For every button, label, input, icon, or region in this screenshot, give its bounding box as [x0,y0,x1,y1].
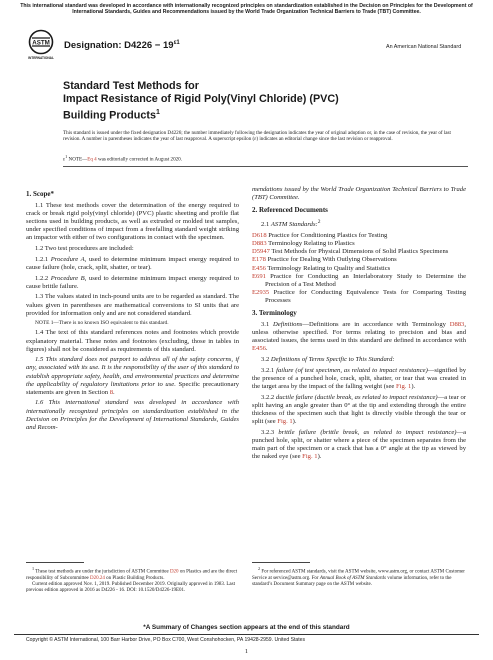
title-line: Impact Resistance of Rigid Poly(Vinyl Chloride) (PVC) [63,93,339,106]
reference-item: D5947 Test Methods for Physical Dimensions of Solid Plastics Specimens [252,248,449,256]
reference-link[interactable]: D883 [252,240,267,248]
document-title [63,80,423,123]
reference-link[interactable]: D618 [252,232,267,240]
section-terminology-header: 3. Terminology [252,309,297,317]
reference-link[interactable]: E691 [252,272,266,280]
para-1-2-2: 1.2.2 Procedure B, used to determine minimum impact energy required to cause brittle failure. [26,274,239,290]
reference-item: E456 Terminology Relating to Quality and Statistics [252,264,391,272]
footer-divider [14,634,479,635]
para-3-1: 3.1 Definitions—Definitions are in accordance with Terminology D883, unless otherwise specified. For terms relating to precision and bias and associated issues, the terms used in this standard are defined in accordance with E456. [252,321,467,353]
para-1-2: 1.2 Two test procedures are included: [35,245,134,253]
reference-item: E2935 Practice for Conducting Equivalence Tests for Comparing Testing Processes [252,288,466,304]
e456-link[interactable]: E456 [252,345,266,353]
para-1-3: 1.3 The values stated in inch-pound units are to be regarded as standard. The values given in parentheses are mathematical conversions to SI units that are provided for information only and are not considered standard. [26,293,239,317]
para-1-5: 1.5 This standard does not purport to address all of the safety concerns, if any, associated with its use. It is the responsibility of the user of this standard to establish appropriate safety, health, and environmental practices and determine the applicability of regulatory limitations prior to use. Specific precautionary statements are given in Section 8. [26,356,239,396]
summary-of-changes-notice: *A Summary of Changes section appears at the end of this standard [143,624,350,631]
d20-link[interactable]: D20 [169,569,179,575]
section-scope-header: 1. Scope* [26,190,54,198]
title-line: Standard Test Methods for [63,80,199,92]
reference-item: E178 Practice for Dealing With Outlying Observations [252,256,397,264]
reference-item: D883 Terminology Relating to Plastics [252,240,355,248]
left-column [26,186,239,434]
reference-link[interactable]: E178 [252,256,266,264]
para-3-2-2: 3.2.2 ductile failure (ductile break, as related to impact resistance)—a tear or split having an angle greater than 0° at the tip and extending through the entire thickness of the specimen such that light is directly visible through the tear or split (see Fig. 1). [252,393,466,425]
title-line: Building Products$^1$ [63,109,160,122]
para-1-2-1: 1.2.1 Procedure A, used to determine minimum impact energy required to cause failure (hole, crack, split, shatter, or tear). [26,255,239,271]
note-1: NOTE 1—There is no known ISO equivalent to this standard. [35,320,169,327]
svg-text:INTERNATIONAL: INTERNATIONAL [28,56,54,60]
publisher-label: An American National Standard [386,44,462,50]
section-8-link[interactable]: 8 [109,388,113,396]
eq4-link[interactable]: Eq 4 [87,156,97,163]
footnote-1-history: Current edition approved Nov. 1, 2019. Published December 2019. Originally approved in 1983. Last previous edition approved in 2016 as D4226 - 16. DOI: 10.1520/D4226-19E01. [26,581,235,593]
section-referenced-documents-header: 2. Referenced Documents [252,206,328,215]
copyright-line: Copyright © ASTM International, 100 Barr Harbor Drive, PO Box C700, West Conshohocken, PA 19428-2959. United States [26,637,306,643]
para-3-2-1: 3.2.1 failure (of test specimen, as related to impact resistance)—signified by the presence of a punched hole, crack, split, shatter, or tear that was created in the target area by the impact of the falling weight (see Fig. 1). [252,366,466,390]
fig-1-link[interactable]: Fig. 1 [277,417,293,425]
page-number: 1 [244,648,249,655]
para-3-2: 3.2 Definitions of Terms Specific to This Standard: [261,356,395,364]
right-column [252,186,466,464]
fig-1-link[interactable]: Fig. 1 [395,382,412,390]
para-1-1: 1.1 These test methods cover the determination of the energy required to crack or break rigid poly(vinyl chloride) (PVC) plastic sheeting and profile flat sections used in building products, as well as extruded or molded test samples, under specified conditions of impact from a freefalling standard weight striking an impactor with either of two configurations in contact with the specimen. [26,202,239,242]
footnote-2 [252,562,466,588]
para-1-6-continued: mendations issued by the World Trade Organization Technical Barriers to Trade (TBT) Committee. [252,186,466,202]
para-1-4: 1.4 The text of this standard references notes and footnotes which provide explanatory material. These notes and footnotes (excluding, those in tables in figures) shall not be considered as requirements of this standard. [26,329,239,353]
footnote-rule [252,562,310,563]
divider [63,166,468,167]
reference-link[interactable]: D5947 [252,248,270,256]
d883-link[interactable]: D883 [449,321,465,329]
reference-item: E691 Practice for Conducting an Interlaboratory Study to Determine the Precision of a Test Method [252,272,466,288]
designation: Designation: $D4226 - 19^{\varepsilon 1}$ [64,40,180,52]
top-notice: This international standard was developed in accordance with internationally recognized principles on standardization established in the Decision on Principles for the Development of International Standards, Guides and Recommendations issued by the World Trade Organization Technical Barriers to Trade (TBT) Committee. [20,3,473,16]
reference-link[interactable]: E456 [252,264,266,272]
footnote-2-text: $^2$ For referenced ASTM standards, visit the ASTM website, www.astm.org, or contact ASTM Customer Service at service@astm.org. For Annual Book of ASTM Standards volume information, refer to the standard’s Document Summary page on the ASTM website. [252,566,465,587]
svg-text:ASTM: ASTM [32,39,50,47]
editorial-note: $\varepsilon^1$ NOTE—Eq 4 was editorially corrected in August 2020. [63,154,183,163]
para-2-1: 2.1 ASTM Standards:$^2$ [261,219,321,229]
footnote-1 [26,562,239,594]
issuance-statement: This standard is issued under the fixed designation D4226; the number immediately following the designation indicates the year of original adoption or, in the case of revision, the year of last revision. A number in parentheses indicates the year of last reapproval. A superscript epsilon (ε) indicates an editorial change since the last revision or reapproval. [63,130,451,143]
astm-logo [27,28,55,62]
footnote-1-text: $^1$ These test methods are under the jurisdiction of ASTM Committee D20 on Plastics and are the direct responsibility of Subcommittee D20.24 on Plastic Building Products. [26,566,238,581]
para-1-6: 1.6 This international standard was developed in accordance with internationally recognized principles on standardization established in the Decision on Principles for the Development of International Standards, Guides and Recom- [26,399,239,431]
para-3-2-3: 3.2.3 brittle failure (brittle break, as related to impact resistance)—a punched hole, split, or shatter where a piece of the specimen separates from the main part of the specimen or a crack that has a 0° angle at the tip as viewed by the naked eye (see Fig. 1). [252,428,466,460]
footnote-rule [26,562,84,563]
fig-1-link[interactable]: Fig. 1 [302,452,318,460]
reference-item: D618 Practice for Conditioning Plastics for Testing [252,232,388,240]
d20-24-link[interactable]: D20.24 [90,575,105,581]
reference-link[interactable]: E2935 [252,288,270,296]
